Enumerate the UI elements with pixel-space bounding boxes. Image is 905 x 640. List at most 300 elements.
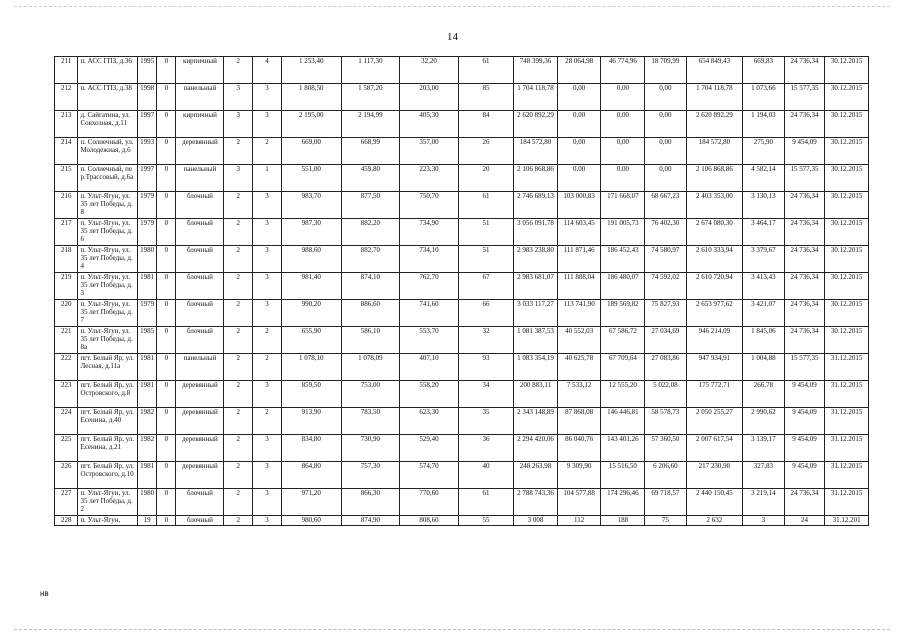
cell-total-cost: 2 294 420,06 bbox=[514, 435, 558, 462]
cell-owners-share: 2 007 617,54 bbox=[686, 435, 742, 462]
cell-address: п. Ульт-Ягун, ул. 35 лет Победы, д.7 bbox=[78, 300, 138, 327]
cell-total-area: 983,70 bbox=[281, 192, 341, 219]
cell-address: п. Солнечный, ул.Молодежная, д.6 bbox=[78, 138, 138, 165]
cell-address: п. АСС ГПЗ, д.36 bbox=[78, 57, 138, 84]
cell-cost-per-sqm: 3 379,67 bbox=[743, 246, 785, 273]
cell-build-year: 1995 bbox=[138, 57, 157, 84]
cell-wall-material: деревянный bbox=[176, 408, 224, 435]
cell-col-zero: 0 bbox=[157, 84, 176, 111]
cell-limit-cost: 9 454,09 bbox=[784, 408, 824, 435]
cell-cost-per-sqm: 3 413,43 bbox=[743, 273, 785, 300]
cell-region-share: 0,00 bbox=[601, 111, 645, 138]
cell-row-number: 225 bbox=[55, 435, 78, 462]
cell-deadline: 31.12.2015 bbox=[825, 462, 869, 489]
cell-fund-share: 111 888,04 bbox=[557, 273, 601, 300]
cell-region-share: 186 480,07 bbox=[601, 273, 645, 300]
cell-total-cost: 200 883,11 bbox=[514, 381, 558, 408]
cell-wall-material: деревянный bbox=[176, 138, 224, 165]
cell-total-cost: 2 343 148,89 bbox=[514, 408, 558, 435]
cell-limit-cost: 9 454,09 bbox=[784, 435, 824, 462]
cell-deadline: 30.12.2015 bbox=[825, 192, 869, 219]
table-row bbox=[55, 192, 869, 219]
cell-cost-per-sqm: 3 130,13 bbox=[743, 192, 785, 219]
cell-entrances: 3 bbox=[253, 435, 282, 462]
cell-cost-per-sqm: 1 004,88 bbox=[743, 354, 785, 381]
cell-wall-material: панельный bbox=[176, 165, 224, 192]
cell-common-area: 32,20 bbox=[400, 57, 459, 84]
cell-cost-per-sqm: 3 139,17 bbox=[743, 435, 785, 462]
cell-entrances: 3 bbox=[253, 246, 282, 273]
cell-row-number: 213 bbox=[55, 111, 78, 138]
page-number: 14 bbox=[447, 31, 458, 43]
cell-common-area: 203,00 bbox=[400, 84, 459, 111]
cell-region-share: 171 668,07 bbox=[601, 192, 645, 219]
cell-living-area: 882,70 bbox=[341, 246, 400, 273]
cell-wall-material: деревянный bbox=[176, 435, 224, 462]
cell-deadline: 30.12.2015 bbox=[825, 138, 869, 165]
cell-row-number: 227 bbox=[55, 489, 78, 516]
cell-residents: 85 bbox=[458, 84, 513, 111]
cell-living-area: 459,80 bbox=[341, 165, 400, 192]
cell-municipal-share: 76 402,30 bbox=[645, 219, 687, 246]
cell-total-area: 990,20 bbox=[281, 300, 341, 327]
cell-limit-cost: 24 736,34 bbox=[784, 57, 824, 84]
cell-deadline: 31.12.2015 bbox=[825, 354, 869, 381]
cell-wall-material: блочный bbox=[176, 300, 224, 327]
table-row bbox=[55, 111, 869, 138]
cell-wall-material: кирпичный bbox=[176, 57, 224, 84]
cell-living-area: 757,30 bbox=[341, 462, 400, 489]
cell-deadline: 31.12.2015 bbox=[825, 489, 869, 516]
cell-total-cost: 184 572,80 bbox=[514, 138, 558, 165]
table-row bbox=[55, 273, 869, 300]
cell-build-year: 1997 bbox=[138, 165, 157, 192]
cell-col-zero: 0 bbox=[157, 219, 176, 246]
cell-total-area: 1 253,40 bbox=[281, 57, 341, 84]
cell-total-cost: 248 263,98 bbox=[514, 462, 558, 489]
table-row bbox=[55, 138, 869, 165]
cell-living-area: 877,50 bbox=[341, 192, 400, 219]
cell-entrances: 3 bbox=[253, 381, 282, 408]
cell-owners-share: 2 403 353,00 bbox=[686, 192, 742, 219]
scan-edge-top bbox=[14, 6, 890, 7]
table-row bbox=[55, 57, 869, 84]
cell-build-year: 1985 bbox=[138, 327, 157, 354]
cell-residents: 51 bbox=[458, 246, 513, 273]
cell-owners-share: 2 440 150,45 bbox=[686, 489, 742, 516]
cell-common-area: 529,40 bbox=[400, 435, 459, 462]
cell-living-area: 730,90 bbox=[341, 435, 400, 462]
cell-total-area: 913,90 bbox=[281, 408, 341, 435]
cell-deadline: 30.12.2015 bbox=[825, 111, 869, 138]
cell-municipal-share: 74 592,02 bbox=[645, 273, 687, 300]
cell-build-year: 1982 bbox=[138, 435, 157, 462]
cell-row-number: 221 bbox=[55, 327, 78, 354]
cell-col-zero: 0 bbox=[157, 435, 176, 462]
cell-deadline: 30.12.2015 bbox=[825, 273, 869, 300]
cell-living-area: 783,50 bbox=[341, 408, 400, 435]
cell-common-area: 558,20 bbox=[400, 381, 459, 408]
cell-total-cost: 2 788 743,36 bbox=[514, 489, 558, 516]
cell-fund-share: 113 741,90 bbox=[557, 300, 601, 327]
cell-owners-share: 1 704 118,78 bbox=[686, 84, 742, 111]
cell-total-area: 980,60 bbox=[281, 516, 341, 526]
cell-residents: 32 bbox=[458, 327, 513, 354]
cell-limit-cost: 24 736,34 bbox=[784, 327, 824, 354]
cell-total-area: 981,40 bbox=[281, 273, 341, 300]
cell-address: п. Ульт-Ягун, ул. 35 лет Победы, д.6 bbox=[78, 219, 138, 246]
cell-living-area: 668,99 bbox=[341, 138, 400, 165]
cell-build-year: 1979 bbox=[138, 192, 157, 219]
cell-deadline: 30.12.2015 bbox=[825, 219, 869, 246]
cell-floors: 2 bbox=[224, 408, 253, 435]
cell-region-share: 186 452,43 bbox=[601, 246, 645, 273]
cell-address: пгт. Белый Яр, ул. Есенина, д.40 bbox=[78, 408, 138, 435]
housing-table-wrapper bbox=[54, 56, 869, 526]
cell-cost-per-sqm: 3 bbox=[743, 516, 785, 526]
cell-total-area: 834,80 bbox=[281, 435, 341, 462]
cell-living-area: 2 194,99 bbox=[341, 111, 400, 138]
cell-col-zero: 0 bbox=[157, 192, 176, 219]
cell-entrances: 4 bbox=[253, 57, 282, 84]
cell-region-share: 15 516,50 bbox=[601, 462, 645, 489]
cell-row-number: 216 bbox=[55, 192, 78, 219]
cell-address: п. Ульт-Ягун, ул. 35 лет Победы, д.8а bbox=[78, 327, 138, 354]
cell-limit-cost: 24 736,34 bbox=[784, 219, 824, 246]
cell-deadline: 30.12.2015 bbox=[825, 84, 869, 111]
cell-region-share: 67 709,64 bbox=[601, 354, 645, 381]
cell-common-area: 405,30 bbox=[400, 111, 459, 138]
cell-common-area: 762,70 bbox=[400, 273, 459, 300]
cell-owners-share: 2 653 977,62 bbox=[686, 300, 742, 327]
cell-residents: 36 bbox=[458, 435, 513, 462]
table-row bbox=[55, 165, 869, 192]
cell-common-area: 357,00 bbox=[400, 138, 459, 165]
cell-cost-per-sqm: 2 990,62 bbox=[743, 408, 785, 435]
cell-entrances: 3 bbox=[253, 273, 282, 300]
cell-col-zero: 0 bbox=[157, 327, 176, 354]
cell-floors: 2 bbox=[224, 381, 253, 408]
table-row bbox=[55, 408, 869, 435]
cell-municipal-share: 5 022,08 bbox=[645, 381, 687, 408]
cell-build-year: 1980 bbox=[138, 489, 157, 516]
cell-common-area: 574,70 bbox=[400, 462, 459, 489]
cell-common-area: 750,70 bbox=[400, 192, 459, 219]
cell-cost-per-sqm: 1 845,06 bbox=[743, 327, 785, 354]
cell-entrances: 3 bbox=[253, 300, 282, 327]
cell-common-area: 770,60 bbox=[400, 489, 459, 516]
cell-wall-material: блочный bbox=[176, 219, 224, 246]
cell-residents: 67 bbox=[458, 273, 513, 300]
cell-row-number: 220 bbox=[55, 300, 78, 327]
cell-deadline: 30.12.2015 bbox=[825, 300, 869, 327]
cell-living-area: 866,30 bbox=[341, 489, 400, 516]
cell-owners-share: 2 620 892,29 bbox=[686, 111, 742, 138]
cell-common-area: 808,60 bbox=[400, 516, 459, 526]
cell-build-year: 1982 bbox=[138, 408, 157, 435]
cell-residents: 34 bbox=[458, 381, 513, 408]
cell-fund-share: 9 309,90 bbox=[557, 462, 601, 489]
cell-region-share: 0,00 bbox=[601, 138, 645, 165]
table-row bbox=[55, 300, 869, 327]
cell-wall-material: блочный bbox=[176, 489, 224, 516]
cell-address: пгт. Белый Яр, ул. Островского, д.8 bbox=[78, 381, 138, 408]
cell-cost-per-sqm: 275,90 bbox=[743, 138, 785, 165]
cell-municipal-share: 0,00 bbox=[645, 84, 687, 111]
cell-floors: 2 bbox=[224, 300, 253, 327]
cell-fund-share: 0,00 bbox=[557, 84, 601, 111]
table-row bbox=[55, 84, 869, 111]
cell-total-cost: 1 081 387,53 bbox=[514, 327, 558, 354]
cell-col-zero: 0 bbox=[157, 489, 176, 516]
cell-total-cost: 1 083 354,19 bbox=[514, 354, 558, 381]
cell-residents: 51 bbox=[458, 219, 513, 246]
cell-floors: 3 bbox=[224, 111, 253, 138]
cell-limit-cost: 24 736,34 bbox=[784, 192, 824, 219]
cell-municipal-share: 18 709,99 bbox=[645, 57, 687, 84]
cell-municipal-share: 0,00 bbox=[645, 111, 687, 138]
cell-owners-share: 654 849,43 bbox=[686, 57, 742, 84]
cell-limit-cost: 24 736,34 bbox=[784, 300, 824, 327]
cell-residents: 20 bbox=[458, 165, 513, 192]
cell-fund-share: 114 603,45 bbox=[557, 219, 601, 246]
cell-address: п. Ульт-Ягун, ул. 35 лет Победы, д.4 bbox=[78, 246, 138, 273]
cell-municipal-share: 0,00 bbox=[645, 165, 687, 192]
cell-entrances: 3 bbox=[253, 111, 282, 138]
cell-col-zero: 0 bbox=[157, 246, 176, 273]
cell-total-cost: 2 746 689,13 bbox=[514, 192, 558, 219]
cell-total-area: 2 195,00 bbox=[281, 111, 341, 138]
cell-owners-share: 2 610 720,94 bbox=[686, 273, 742, 300]
cell-wall-material: деревянный bbox=[176, 381, 224, 408]
cell-municipal-share: 75 827,93 bbox=[645, 300, 687, 327]
cell-municipal-share: 58 578,73 bbox=[645, 408, 687, 435]
cell-region-share: 174 296,46 bbox=[601, 489, 645, 516]
cell-total-cost: 748 399,36 bbox=[514, 57, 558, 84]
cell-wall-material: блочный bbox=[176, 516, 224, 526]
cell-living-area: 874,90 bbox=[341, 516, 400, 526]
cell-region-share: 0,00 bbox=[601, 165, 645, 192]
cell-residents: 66 bbox=[458, 300, 513, 327]
cell-address: д. Сайгатина, ул. Совхозная, д.11 bbox=[78, 111, 138, 138]
cell-cost-per-sqm: 1 073,66 bbox=[743, 84, 785, 111]
cell-cost-per-sqm: 3 464,17 bbox=[743, 219, 785, 246]
cell-total-area: 669,00 bbox=[281, 138, 341, 165]
cell-entrances: 3 bbox=[253, 489, 282, 516]
cell-living-area: 874,10 bbox=[341, 273, 400, 300]
cell-row-number: 226 bbox=[55, 462, 78, 489]
cell-floors: 2 bbox=[224, 138, 253, 165]
table-row bbox=[55, 435, 869, 462]
cell-wall-material: блочный bbox=[176, 246, 224, 273]
cell-total-area: 551,00 bbox=[281, 165, 341, 192]
cell-total-area: 859,50 bbox=[281, 381, 341, 408]
cell-region-share: 189 569,82 bbox=[601, 300, 645, 327]
cell-fund-share: 40 552,03 bbox=[557, 327, 601, 354]
cell-fund-share: 86 040,76 bbox=[557, 435, 601, 462]
cell-residents: 35 bbox=[458, 408, 513, 435]
cell-limit-cost: 9 454,09 bbox=[784, 462, 824, 489]
cell-build-year: 1998 bbox=[138, 84, 157, 111]
cell-col-zero: 0 bbox=[157, 462, 176, 489]
cell-total-area: 655,90 bbox=[281, 327, 341, 354]
cell-build-year: 1981 bbox=[138, 354, 157, 381]
cell-entrances: 1 bbox=[253, 165, 282, 192]
cell-region-share: 0,00 bbox=[601, 84, 645, 111]
cell-total-area: 1 808,50 bbox=[281, 84, 341, 111]
cell-wall-material: деревянный bbox=[176, 462, 224, 489]
table-row bbox=[55, 354, 869, 381]
cell-address: п. Ульт-Ягун, ул. 35 лет Победы, д. 2 bbox=[78, 489, 138, 516]
cell-total-cost: 2 620 892,29 bbox=[514, 111, 558, 138]
cell-build-year: 1981 bbox=[138, 381, 157, 408]
cell-floors: 2 bbox=[224, 354, 253, 381]
cell-living-area: 1 117,30 bbox=[341, 57, 400, 84]
cell-fund-share: 0,00 bbox=[557, 138, 601, 165]
cell-residents: 93 bbox=[458, 354, 513, 381]
cell-floors: 2 bbox=[224, 327, 253, 354]
cell-owners-share: 184 572,80 bbox=[686, 138, 742, 165]
cell-municipal-share: 27 034,69 bbox=[645, 327, 687, 354]
cell-entrances: 2 bbox=[253, 327, 282, 354]
cell-municipal-share: 57 360,50 bbox=[645, 435, 687, 462]
cell-floors: 2 bbox=[224, 57, 253, 84]
cell-common-area: 734,90 bbox=[400, 219, 459, 246]
cell-deadline: 30.12.2015 bbox=[825, 327, 869, 354]
cell-row-number: 219 bbox=[55, 273, 78, 300]
cell-address: п. Ульт-Ягун, ул. 35 лет Победы, д.3 bbox=[78, 273, 138, 300]
cell-owners-share: 2 674 080,30 bbox=[686, 219, 742, 246]
cell-total-area: 987,30 bbox=[281, 219, 341, 246]
cell-region-share: 191 005,73 bbox=[601, 219, 645, 246]
table-row bbox=[55, 516, 869, 526]
cell-municipal-share: 69 718,57 bbox=[645, 489, 687, 516]
cell-fund-share: 112 bbox=[557, 516, 601, 526]
cell-entrances: 3 bbox=[253, 219, 282, 246]
cell-limit-cost: 15 577,35 bbox=[784, 165, 824, 192]
table-row bbox=[55, 246, 869, 273]
cell-limit-cost: 9 454,09 bbox=[784, 138, 824, 165]
cell-living-area: 586,10 bbox=[341, 327, 400, 354]
cell-cost-per-sqm: 266,78 bbox=[743, 381, 785, 408]
cell-limit-cost: 24 bbox=[784, 516, 824, 526]
cell-limit-cost: 24 736,34 bbox=[784, 273, 824, 300]
cell-cost-per-sqm: 3 421,07 bbox=[743, 300, 785, 327]
cell-limit-cost: 15 577,35 bbox=[784, 84, 824, 111]
cell-wall-material: блочный bbox=[176, 273, 224, 300]
cell-build-year: 1980 bbox=[138, 246, 157, 273]
cell-deadline: 31.12.201 bbox=[825, 516, 869, 526]
cell-row-number: 222 bbox=[55, 354, 78, 381]
cell-row-number: 223 bbox=[55, 381, 78, 408]
cell-col-zero: 0 bbox=[157, 300, 176, 327]
cell-municipal-share: 75 bbox=[645, 516, 687, 526]
cell-residents: 40 bbox=[458, 462, 513, 489]
table-row bbox=[55, 489, 869, 516]
cell-region-share: 143 401,26 bbox=[601, 435, 645, 462]
cell-col-zero: 0 bbox=[157, 111, 176, 138]
cell-floors: 2 bbox=[224, 516, 253, 526]
cell-floors: 2 bbox=[224, 219, 253, 246]
cell-col-zero: 0 bbox=[157, 57, 176, 84]
cell-total-area: 864,80 bbox=[281, 462, 341, 489]
cell-row-number: 211 bbox=[55, 57, 78, 84]
cell-total-cost: 3 056 091,78 bbox=[514, 219, 558, 246]
cell-wall-material: блочный bbox=[176, 192, 224, 219]
cell-col-zero: 0 bbox=[157, 165, 176, 192]
cell-residents: 26 bbox=[458, 138, 513, 165]
cell-owners-share: 175 772,71 bbox=[686, 381, 742, 408]
cell-total-cost: 2 106 868,86 bbox=[514, 165, 558, 192]
cell-municipal-share: 6 206,60 bbox=[645, 462, 687, 489]
cell-col-zero: 0 bbox=[157, 354, 176, 381]
cell-fund-share: 28 064,98 bbox=[557, 57, 601, 84]
table-row bbox=[55, 327, 869, 354]
table-row bbox=[55, 219, 869, 246]
cell-fund-share: 87 868,08 bbox=[557, 408, 601, 435]
cell-owners-share: 217 230,98 bbox=[686, 462, 742, 489]
cell-wall-material: панельный bbox=[176, 354, 224, 381]
cell-row-number: 217 bbox=[55, 219, 78, 246]
cell-limit-cost: 24 736,34 bbox=[784, 111, 824, 138]
cell-deadline: 30.12.2015 bbox=[825, 57, 869, 84]
cell-wall-material: панельный bbox=[176, 84, 224, 111]
cell-total-cost: 1 704 118,78 bbox=[514, 84, 558, 111]
cell-fund-share: 111 871,46 bbox=[557, 246, 601, 273]
cell-region-share: 12 555,20 bbox=[601, 381, 645, 408]
cell-deadline: 30.12.2015 bbox=[825, 246, 869, 273]
cell-common-area: 407,10 bbox=[400, 354, 459, 381]
cell-entrances: 2 bbox=[253, 138, 282, 165]
cell-build-year: 1993 bbox=[138, 138, 157, 165]
cell-address: п. Ульт-Ягун, bbox=[78, 516, 138, 526]
housing-table bbox=[54, 56, 869, 526]
cell-row-number: 218 bbox=[55, 246, 78, 273]
cell-deadline: 31.12.2015 bbox=[825, 408, 869, 435]
cell-municipal-share: 74 580,97 bbox=[645, 246, 687, 273]
cell-region-share: 188 bbox=[601, 516, 645, 526]
cell-floors: 2 bbox=[224, 246, 253, 273]
cell-address: пгт. Белый Яр, ул. Островского, д.10 bbox=[78, 462, 138, 489]
cell-col-zero: 0 bbox=[157, 381, 176, 408]
cell-common-area: 623,30 bbox=[400, 408, 459, 435]
cell-residents: 61 bbox=[458, 489, 513, 516]
cell-address: пгт. Белый Яр, ул. Есенина, д.21 bbox=[78, 435, 138, 462]
cell-fund-share: 103 000,83 bbox=[557, 192, 601, 219]
cell-municipal-share: 0,00 bbox=[645, 138, 687, 165]
cell-living-area: 1 078,09 bbox=[341, 354, 400, 381]
cell-build-year: 19 bbox=[138, 516, 157, 526]
cell-floors: 2 bbox=[224, 489, 253, 516]
cell-col-zero: 0 bbox=[157, 516, 176, 526]
cell-limit-cost: 9 454,09 bbox=[784, 381, 824, 408]
cell-address: пгт. Белый Яр, ул. Лесная, д.11а bbox=[78, 354, 138, 381]
cell-floors: 2 bbox=[224, 435, 253, 462]
cell-owners-share: 2 106 868,86 bbox=[686, 165, 742, 192]
cell-col-zero: 0 bbox=[157, 273, 176, 300]
cell-address: п. Солнечный, пер.Трассовый, д.6а bbox=[78, 165, 138, 192]
cell-build-year: 1981 bbox=[138, 273, 157, 300]
cell-fund-share: 0,00 bbox=[557, 111, 601, 138]
table-row bbox=[55, 462, 869, 489]
cell-common-area: 734,10 bbox=[400, 246, 459, 273]
cell-living-area: 753,00 bbox=[341, 381, 400, 408]
table-body bbox=[55, 57, 869, 526]
cell-living-area: 886,60 bbox=[341, 300, 400, 327]
cell-cost-per-sqm: 3 219,14 bbox=[743, 489, 785, 516]
cell-total-area: 1 078,10 bbox=[281, 354, 341, 381]
cell-total-cost: 2 983 238,80 bbox=[514, 246, 558, 273]
